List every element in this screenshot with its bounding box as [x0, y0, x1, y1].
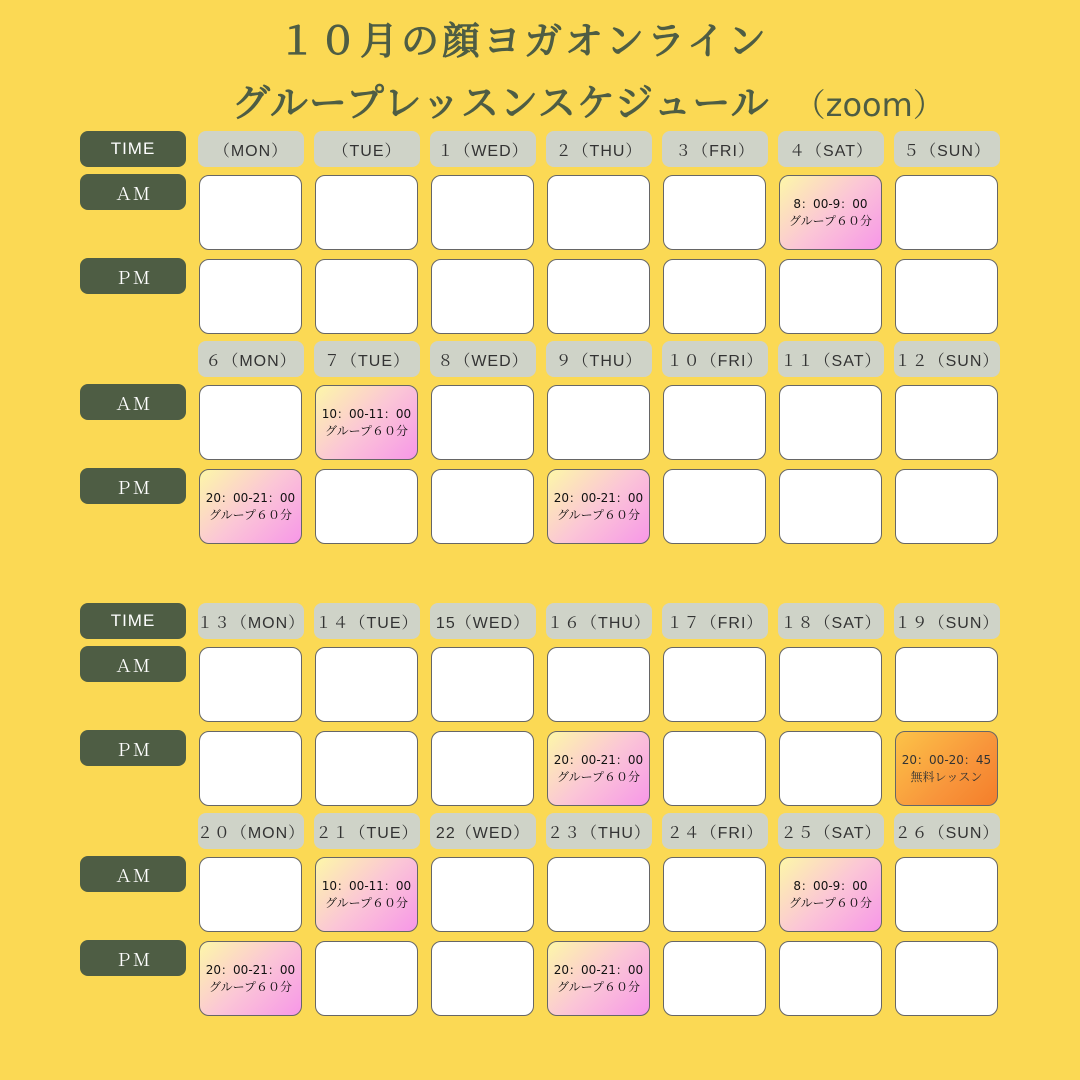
am-label: ＡＭ — [80, 856, 186, 892]
subtitle-text: グループレッスンスケジュール — [232, 81, 770, 125]
empty-cell — [779, 647, 882, 722]
lesson-time: 20：00-21：00 — [205, 490, 296, 505]
lesson-name: グループ６０分 — [556, 507, 641, 522]
empty-cell — [547, 857, 650, 932]
lesson-cell[interactable] — [779, 857, 882, 932]
empty-cell — [895, 259, 998, 334]
lesson-cell[interactable] — [547, 941, 650, 1016]
page-subtitle — [232, 72, 945, 127]
day-header: ３（FRI） — [662, 131, 768, 167]
empty-cell — [547, 175, 650, 250]
empty-cell — [663, 941, 766, 1016]
day-header: ２５（SAT） — [778, 813, 884, 849]
empty-cell — [663, 647, 766, 722]
lesson-name: グループ６０分 — [788, 213, 873, 228]
empty-cell — [199, 731, 302, 806]
empty-cell — [315, 469, 418, 544]
empty-cell — [663, 857, 766, 932]
empty-cell — [663, 385, 766, 460]
lesson-cell[interactable] — [199, 469, 302, 544]
lesson-name: グループ６０分 — [556, 979, 641, 994]
empty-cell — [895, 647, 998, 722]
empty-cell — [547, 385, 650, 460]
empty-cell — [431, 857, 534, 932]
day-header: １９（SUN） — [894, 603, 1000, 639]
day-header: １（WED） — [430, 131, 536, 167]
lesson-cell[interactable] — [779, 175, 882, 250]
lesson-cell[interactable] — [315, 385, 418, 460]
day-header: ８（WED） — [430, 341, 536, 377]
pm-label: ＰＭ — [80, 730, 186, 766]
day-header: ２０（MON） — [198, 813, 304, 849]
empty-cell — [199, 647, 302, 722]
lesson-time: 20：00-21：00 — [205, 962, 296, 977]
day-header: ７（TUE） — [314, 341, 420, 377]
empty-cell — [431, 259, 534, 334]
day-header: （TUE） — [314, 131, 420, 167]
lesson-time: 8：00-9：00 — [793, 196, 868, 211]
empty-cell — [895, 857, 998, 932]
empty-cell — [663, 731, 766, 806]
am-label: ＡＭ — [80, 384, 186, 420]
day-header: ４（SAT） — [778, 131, 884, 167]
lesson-name: グループ６０分 — [208, 979, 293, 994]
day-header: ２（THU） — [546, 131, 652, 167]
day-header: ２３（THU） — [546, 813, 652, 849]
pm-label: ＰＭ — [80, 468, 186, 504]
lesson-name: グループ６０分 — [208, 507, 293, 522]
am-label: ＡＭ — [80, 646, 186, 682]
lesson-cell[interactable] — [547, 731, 650, 806]
lesson-name: グループ６０分 — [788, 895, 873, 910]
lesson-time: 20：00-21：00 — [553, 490, 644, 505]
empty-cell — [547, 647, 650, 722]
empty-cell — [663, 469, 766, 544]
lesson-cell[interactable] — [315, 857, 418, 932]
empty-cell — [663, 259, 766, 334]
page-title: １０月の顔ヨガオンライン — [278, 19, 769, 63]
empty-cell — [315, 647, 418, 722]
zoom-note: （zoom） — [793, 86, 945, 124]
day-header: １０（FRI） — [662, 341, 768, 377]
empty-cell — [779, 469, 882, 544]
empty-cell — [199, 857, 302, 932]
day-header: ２４（FRI） — [662, 813, 768, 849]
empty-cell — [431, 175, 534, 250]
pm-label: ＰＭ — [80, 940, 186, 976]
empty-cell — [431, 647, 534, 722]
empty-cell — [895, 941, 998, 1016]
day-header: ６（MON） — [198, 341, 304, 377]
empty-cell — [547, 259, 650, 334]
empty-cell — [663, 175, 766, 250]
empty-cell — [779, 731, 882, 806]
lesson-name: グループ６０分 — [556, 769, 641, 784]
day-header: １７（FRI） — [662, 603, 768, 639]
day-header: ２１（TUE） — [314, 813, 420, 849]
time-label: TIME — [80, 603, 186, 639]
empty-cell — [315, 731, 418, 806]
empty-cell — [431, 731, 534, 806]
lesson-name: グループ６０分 — [324, 895, 409, 910]
lesson-time: 20：00-20：45 — [901, 752, 992, 767]
day-header: （MON） — [198, 131, 304, 167]
empty-cell — [199, 259, 302, 334]
lesson-cell[interactable] — [547, 469, 650, 544]
empty-cell — [779, 259, 882, 334]
day-header: １２（SUN） — [894, 341, 1000, 377]
empty-cell — [895, 469, 998, 544]
empty-cell — [431, 469, 534, 544]
empty-cell — [315, 175, 418, 250]
day-header: 15（WED） — [430, 603, 536, 639]
day-header: ２６（SUN） — [894, 813, 1000, 849]
day-header: ５（SUN） — [894, 131, 1000, 167]
lesson-time: 20：00-21：00 — [553, 962, 644, 977]
empty-cell — [779, 941, 882, 1016]
empty-cell — [431, 941, 534, 1016]
lesson-name: 無料レッスン — [910, 769, 983, 784]
free-lesson-cell[interactable] — [895, 731, 998, 806]
lesson-name: グループ６０分 — [324, 423, 409, 438]
lesson-cell[interactable] — [199, 941, 302, 1016]
day-header: ９（THU） — [546, 341, 652, 377]
empty-cell — [199, 385, 302, 460]
empty-cell — [431, 385, 534, 460]
pm-label: ＰＭ — [80, 258, 186, 294]
day-header: １３（MON） — [198, 603, 304, 639]
lesson-time: 10：00-11：00 — [321, 406, 412, 421]
day-header: １４（TUE） — [314, 603, 420, 639]
am-label: ＡＭ — [80, 174, 186, 210]
empty-cell — [315, 259, 418, 334]
day-header: １８（SAT） — [778, 603, 884, 639]
lesson-time: 8：00-9：00 — [793, 878, 868, 893]
lesson-time: 20：00-21：00 — [553, 752, 644, 767]
time-label: TIME — [80, 131, 186, 167]
day-header: １６（THU） — [546, 603, 652, 639]
empty-cell — [895, 175, 998, 250]
day-header: １１（SAT） — [778, 341, 884, 377]
lesson-time: 10：00-11：00 — [321, 878, 412, 893]
empty-cell — [779, 385, 882, 460]
empty-cell — [315, 941, 418, 1016]
empty-cell — [895, 385, 998, 460]
day-header: 22（WED） — [430, 813, 536, 849]
empty-cell — [199, 175, 302, 250]
